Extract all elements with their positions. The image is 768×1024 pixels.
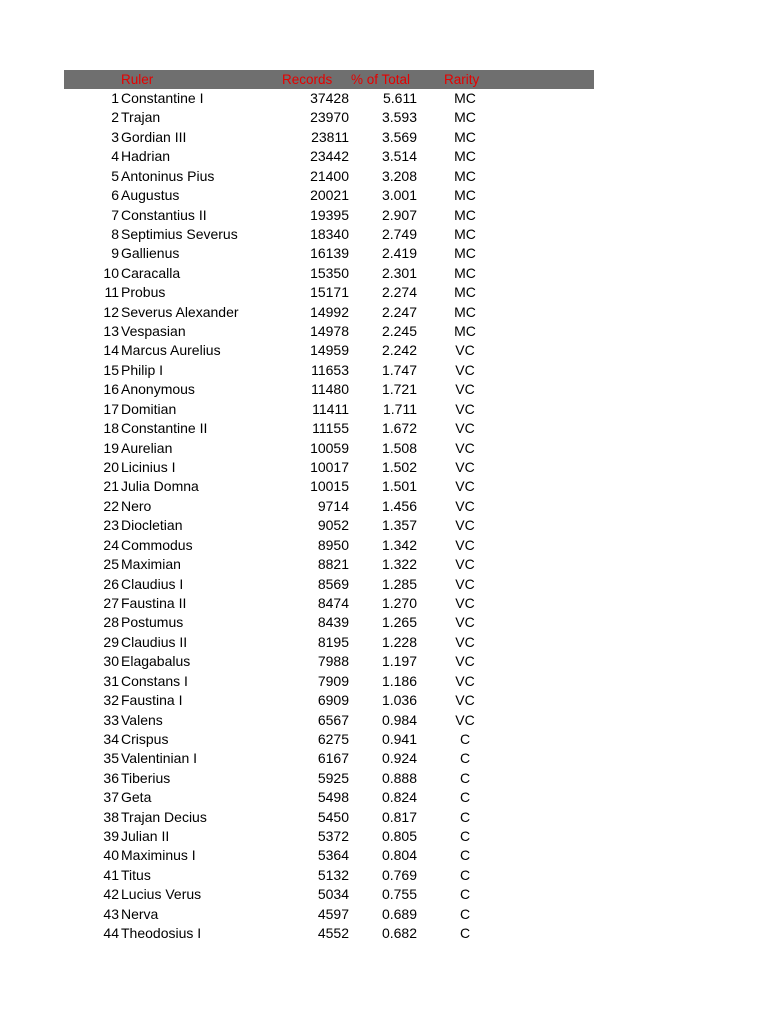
percent-value: 1.342	[381, 536, 417, 553]
header-percent-of-total: % of Total	[351, 72, 411, 87]
records-value: 9714	[317, 497, 349, 514]
ruler-name: Diocletian	[121, 517, 183, 534]
ruler-name: Valens	[121, 711, 163, 728]
rarity-value: MC	[454, 109, 476, 126]
table-row	[64, 206, 594, 225]
table-row	[64, 536, 594, 555]
rarity-value: C	[459, 847, 471, 864]
records-value: 15350	[310, 264, 349, 281]
rarity-value: VC	[455, 556, 475, 573]
row-number: 1	[111, 90, 119, 106]
rarity-value: MC	[454, 264, 476, 281]
rarity-value: VC	[455, 594, 475, 611]
records-value: 5450	[317, 808, 349, 825]
records-value: 11653	[311, 361, 349, 378]
records-value: 11411	[312, 400, 349, 417]
row-number: 22	[103, 497, 119, 514]
percent-value: 0.941	[381, 730, 417, 747]
percent-value: 1.285	[381, 575, 417, 592]
table-row	[64, 594, 594, 613]
row-number: 31	[103, 672, 119, 689]
rarity-value: C	[459, 808, 471, 825]
percent-value: 1.456	[381, 497, 417, 514]
records-value: 8439	[317, 614, 349, 631]
row-number: 23	[103, 517, 119, 534]
row-number: 8	[111, 225, 119, 242]
ruler-name: Geta	[121, 789, 152, 806]
table-row	[64, 711, 594, 730]
row-number: 28	[103, 614, 119, 631]
table-row	[64, 167, 594, 186]
records-value: 8950	[317, 536, 349, 553]
row-number: 38	[103, 808, 119, 825]
ruler-name: Caracalla	[121, 264, 181, 281]
records-value: 16139	[310, 245, 349, 262]
ruler-name: Lucius Verus	[121, 886, 202, 903]
rarity-value: VC	[455, 400, 475, 417]
records-value: 7909	[317, 672, 349, 689]
percent-value: 1.502	[381, 459, 417, 476]
ruler-name: Vespasian	[121, 323, 186, 340]
row-number: 27	[103, 594, 119, 611]
table-row	[64, 788, 594, 807]
rarity-value: VC	[455, 420, 475, 437]
records-value: 14992	[310, 303, 349, 320]
table-row	[64, 769, 594, 788]
rarity-value: MC	[454, 225, 476, 242]
records-value: 8474	[317, 594, 349, 611]
rarity-value: VC	[455, 633, 475, 650]
records-value: 11480	[311, 381, 349, 398]
table-row	[64, 808, 594, 827]
ruler-name: Antoninus Pius	[121, 167, 215, 184]
rarity-value: VC	[455, 497, 475, 514]
header-ruler: Ruler	[121, 72, 154, 87]
table-row	[64, 225, 594, 244]
row-number: 10	[103, 264, 119, 281]
records-value: 18340	[310, 225, 349, 242]
rarity-value: VC	[455, 342, 475, 359]
percent-value: 3.593	[381, 109, 417, 126]
table-row	[64, 283, 594, 302]
percent-value: 1.721	[381, 381, 417, 398]
rarity-value: VC	[455, 575, 475, 592]
ruler-name: Theodosius I	[121, 925, 202, 942]
table-row	[64, 575, 594, 594]
ruler-name: Trajan	[121, 109, 161, 126]
rarity-value: MC	[454, 148, 476, 165]
table-row	[64, 361, 594, 380]
table-row	[64, 439, 594, 458]
row-number: 5	[111, 167, 119, 184]
table-row	[64, 322, 594, 341]
percent-value: 0.984	[381, 711, 417, 728]
rarity-value: MC	[454, 90, 476, 106]
rarity-value: MC	[454, 323, 476, 340]
records-value: 23970	[310, 109, 349, 126]
rarity-value: C	[459, 886, 471, 903]
records-value: 15171	[310, 284, 349, 301]
row-number: 19	[103, 439, 119, 456]
table-row	[64, 341, 594, 360]
records-value: 4597	[317, 905, 349, 922]
ruler-name: Maximinus I	[121, 847, 196, 864]
ruler-name: Constantius II	[121, 206, 207, 223]
table-row	[64, 186, 594, 205]
percent-value: 1.036	[381, 692, 417, 709]
rarity-value: VC	[455, 381, 475, 398]
header-rarity: Rarity	[444, 72, 480, 87]
row-number: 17	[103, 400, 119, 417]
row-number: 41	[103, 866, 119, 883]
rarity-value: VC	[455, 361, 475, 378]
records-value: 5132	[317, 866, 349, 883]
records-value: 6567	[317, 711, 349, 728]
percent-value: 1.501	[381, 478, 417, 495]
table-row	[64, 128, 594, 147]
percent-value: 1.228	[381, 633, 417, 650]
row-number: 35	[103, 750, 119, 767]
percent-value: 1.711	[383, 400, 417, 417]
rarity-value: MC	[454, 167, 476, 184]
ruler-name: Gordian III	[121, 128, 187, 145]
rarity-value: VC	[455, 478, 475, 495]
percent-value: 1.322	[381, 556, 417, 573]
row-number: 33	[103, 711, 119, 728]
rarity-value: C	[459, 866, 471, 883]
ruler-name: Crispus	[121, 730, 169, 747]
ruler-name: Marcus Aurelius	[121, 342, 221, 359]
row-number: 4	[111, 148, 119, 165]
records-value: 5034	[317, 886, 349, 903]
table-row	[64, 244, 594, 263]
percent-value: 2.242	[381, 342, 417, 359]
ruler-name: Nero	[121, 497, 152, 514]
ruler-name: Domitian	[121, 400, 177, 417]
table-row	[64, 749, 594, 768]
table-row	[64, 866, 594, 885]
row-number: 2	[111, 109, 119, 126]
row-number: 7	[111, 206, 119, 223]
records-value: 10059	[310, 439, 349, 456]
ruler-name: Nerva	[121, 905, 159, 922]
percent-value: 0.888	[381, 769, 417, 786]
table-header-row	[64, 70, 594, 89]
row-number: 12	[103, 303, 119, 320]
row-number: 25	[103, 556, 119, 573]
table-row	[64, 147, 594, 166]
table-row	[64, 633, 594, 652]
rarity-value: C	[459, 905, 471, 922]
row-number: 44	[103, 925, 119, 942]
row-number: 34	[103, 730, 119, 747]
rarity-value: VC	[455, 711, 475, 728]
rarity-value: C	[459, 925, 471, 942]
percent-value: 2.274	[381, 284, 417, 301]
records-value: 14959	[310, 342, 349, 359]
table-body	[64, 89, 594, 944]
percent-value: 0.804	[381, 847, 417, 864]
records-value: 9052	[317, 517, 349, 534]
ruler-name: Septimius Severus	[121, 225, 238, 242]
row-number: 14	[103, 342, 119, 359]
table-row	[64, 516, 594, 535]
table-row	[64, 613, 594, 632]
records-value: 6167	[317, 750, 349, 767]
rarity-value: MC	[454, 206, 476, 223]
ruler-name: Julia Domna	[121, 478, 199, 495]
records-value: 5498	[317, 789, 349, 806]
ruler-name: Augustus	[121, 187, 180, 204]
percent-value: 1.265	[381, 614, 417, 631]
records-value: 19395	[310, 206, 349, 223]
rarity-value: VC	[455, 692, 475, 709]
records-value: 8821	[317, 556, 349, 573]
table-row	[64, 380, 594, 399]
table-row	[64, 846, 594, 865]
ruler-name: Licinius I	[121, 459, 176, 476]
ruler-name: Tiberius	[121, 769, 171, 786]
table-row	[64, 303, 594, 322]
records-value: 20021	[310, 187, 349, 204]
records-value: 8569	[317, 575, 349, 592]
percent-value: 3.514	[381, 148, 417, 165]
percent-value: 1.197	[381, 653, 417, 670]
percent-value: 2.419	[381, 245, 417, 262]
table-row	[64, 400, 594, 419]
row-number: 21	[103, 478, 119, 495]
percent-value: 0.924	[381, 750, 417, 767]
percent-value: 0.769	[381, 866, 417, 883]
row-number: 40	[103, 847, 119, 864]
percent-value: 1.672	[381, 420, 417, 437]
ruler-name: Constantine II	[121, 420, 208, 437]
percent-value: 2.247	[381, 303, 417, 320]
rarity-value: VC	[455, 614, 475, 631]
percent-value: 1.357	[381, 517, 417, 534]
percent-value: 2.301	[381, 264, 417, 281]
ruler-name: Severus Alexander	[121, 303, 239, 320]
row-number: 36	[103, 769, 119, 786]
row-number: 42	[103, 886, 119, 903]
percent-value: 1.270	[381, 594, 417, 611]
rarity-value: VC	[455, 672, 475, 689]
row-number: 20	[103, 459, 119, 476]
records-value: 5364	[317, 847, 349, 864]
percent-value: 0.805	[381, 828, 417, 845]
rarity-value: MC	[454, 128, 476, 145]
rarity-value: VC	[455, 536, 475, 553]
ruler-name: Titus	[121, 866, 151, 883]
rarity-value: VC	[455, 439, 475, 456]
records-value: 8195	[317, 633, 349, 650]
header-records: Records	[282, 72, 333, 87]
ruler-name: Constantine I	[121, 90, 204, 106]
records-value: 4552	[317, 925, 349, 942]
percent-value: 3.569	[381, 128, 417, 145]
table-row	[64, 419, 594, 438]
ruler-name: Faustina II	[121, 594, 187, 611]
percent-value: 0.689	[381, 905, 417, 922]
rarity-value: MC	[454, 303, 476, 320]
row-number: 16	[103, 381, 119, 398]
table-row	[64, 885, 594, 904]
percent-value: 0.817	[381, 808, 417, 825]
row-number: 26	[103, 575, 119, 592]
row-number: 6	[111, 187, 119, 204]
ruler-name: Constans I	[121, 672, 188, 689]
records-value: 14978	[310, 323, 349, 340]
row-number: 39	[103, 828, 119, 845]
table-row	[64, 477, 594, 496]
table-row	[64, 652, 594, 671]
table-row	[64, 555, 594, 574]
ruler-name: Faustina I	[121, 692, 183, 709]
ruler-name: Anonymous	[121, 381, 195, 398]
percent-value: 0.682	[381, 925, 417, 942]
ruler-name: Claudius I	[121, 575, 184, 592]
percent-value: 5.611	[383, 90, 417, 106]
ruler-name: Probus	[121, 284, 166, 301]
percent-value: 1.508	[381, 439, 417, 456]
ruler-records-table	[64, 70, 594, 944]
rarity-value: MC	[454, 245, 476, 262]
table-row	[64, 108, 594, 127]
rarity-value: VC	[455, 459, 475, 476]
row-number: 13	[103, 323, 119, 340]
records-value: 5372	[317, 828, 349, 845]
ruler-name: Aurelian	[121, 439, 173, 456]
ruler-name: Elagabalus	[121, 653, 191, 670]
records-value: 23811	[311, 128, 349, 145]
rarity-value: MC	[454, 284, 476, 301]
table-row	[64, 89, 594, 108]
row-number: 3	[111, 128, 119, 145]
records-value: 11155	[312, 420, 349, 437]
table-row	[64, 264, 594, 283]
records-value: 10017	[310, 459, 349, 476]
percent-value: 2.245	[381, 323, 417, 340]
percent-value: 1.747	[381, 361, 417, 378]
row-number: 29	[103, 633, 119, 650]
ruler-name: Valentinian I	[121, 750, 198, 767]
ruler-name: Julian II	[121, 828, 170, 845]
percent-value: 0.824	[381, 789, 417, 806]
rarity-value: MC	[454, 187, 476, 204]
records-value: 5925	[317, 769, 349, 786]
records-value: 21400	[310, 167, 349, 184]
table-row	[64, 458, 594, 477]
records-value: 37428	[310, 90, 349, 106]
rarity-value: C	[459, 750, 471, 767]
percent-value: 1.186	[381, 672, 417, 689]
table-row	[64, 924, 594, 943]
ruler-name: Philip I	[121, 361, 164, 378]
rarity-value: C	[459, 828, 471, 845]
row-number: 11	[104, 284, 119, 301]
table-row	[64, 497, 594, 516]
ruler-name: Gallienus	[121, 245, 180, 262]
row-number: 9	[111, 245, 119, 262]
ruler-name: Maximian	[121, 556, 181, 573]
records-value: 10015	[310, 478, 349, 495]
records-value: 6275	[317, 730, 349, 747]
table-row	[64, 691, 594, 710]
rarity-value: C	[459, 730, 471, 747]
percent-value: 2.749	[381, 225, 417, 242]
table-row	[64, 827, 594, 846]
ruler-name: Hadrian	[121, 148, 171, 165]
rarity-value: C	[459, 789, 471, 806]
ruler-name: Postumus	[121, 614, 184, 631]
rarity-value: C	[459, 769, 471, 786]
table-row	[64, 730, 594, 749]
row-number: 32	[103, 692, 119, 709]
records-value: 23442	[310, 148, 349, 165]
records-value: 7988	[317, 653, 349, 670]
row-number: 30	[103, 653, 119, 670]
table-row	[64, 672, 594, 691]
percent-value: 0.755	[381, 886, 417, 903]
percent-value: 3.001	[381, 187, 417, 204]
rarity-value: VC	[455, 517, 475, 534]
ruler-name: Claudius II	[121, 633, 188, 650]
percent-value: 3.208	[381, 167, 417, 184]
row-number: 37	[103, 789, 119, 806]
ruler-name: Commodus	[121, 536, 193, 553]
rarity-value: VC	[455, 653, 475, 670]
percent-value: 2.907	[381, 206, 417, 223]
row-number: 24	[103, 536, 119, 553]
records-value: 6909	[317, 692, 349, 709]
row-number: 15	[103, 361, 119, 378]
ruler-name: Trajan Decius	[121, 808, 207, 825]
table-row	[64, 905, 594, 924]
row-number: 43	[103, 905, 119, 922]
row-number: 18	[103, 420, 119, 437]
